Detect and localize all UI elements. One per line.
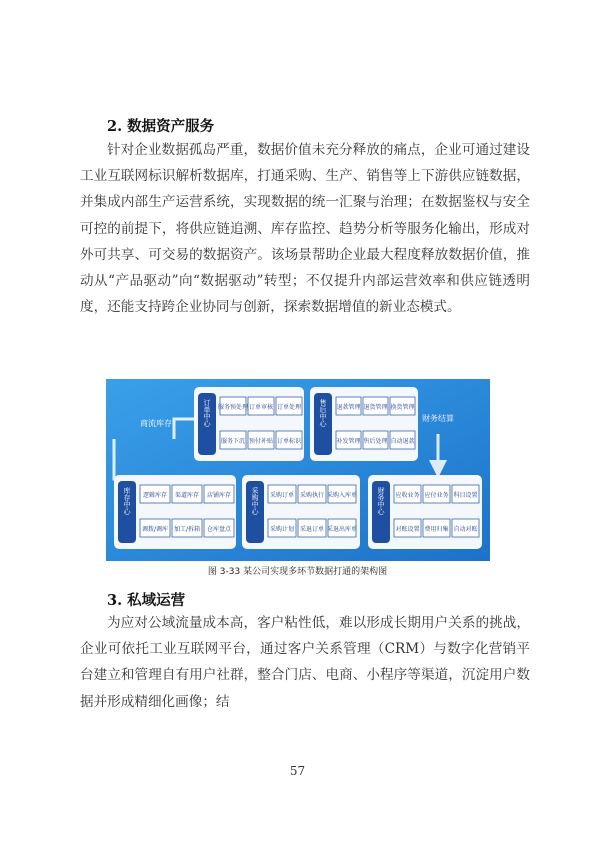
purchase-center-label: 采购中心 — [251, 487, 259, 515]
order-item: 服务下沉 — [220, 438, 246, 445]
architecture-figure — [106, 379, 490, 561]
order-center-label: 订单中心 — [203, 399, 211, 427]
finance-center-label: 财务中心 — [377, 487, 385, 515]
inventory-item: 渠道库存 — [174, 492, 200, 499]
purchase-item: 采购计划 — [269, 526, 295, 533]
finance-item: 应付业务 — [424, 492, 449, 499]
finance-item: 科目设置 — [453, 492, 478, 499]
paragraph-private-domain: 为应对公域流量成本高，客户粘性低，难以形成长期用户关系的挑战，企业可依托工业互联网平台，通过客户关系管理（CRM）与数字化营销平台建立和管理自有用户社群，整合门店、电商、小程序等渠道，沉淀用户数据并形成精细化画像；结 — [80, 615, 530, 710]
paragraph-data-asset: 针对企业数据孤岛严重，数据价值未充分释放的痛点，企业可通过建设工业互联网标识解析数据库，打通采购、生产、销售等上下游供应链数据，并集成内部生产运营系统，实现数据的统一汇聚与治理；在数据鉴权与安全可控的前提下，将供应链追溯、库存监控、趋势分析等服务化输出，形成对外可共享、可交易的数据资产。该场景帮助企业最大程度释放数据价值，推动从“产品驱动”向“数据驱动”转型；不仅提升内部运营效率和供应链透明度，还能支持跨企业协同与创新，探索数据增值的新业态模式。 — [80, 142, 530, 316]
finance-item: 应收业务 — [395, 492, 420, 499]
inventory-item: 逻辑库存 — [142, 492, 168, 499]
inventory-item: 仓库盘点 — [206, 526, 232, 533]
section-heading-private-domain: 3. 私域运营 — [107, 592, 186, 609]
finance-item: 费用归集 — [424, 526, 449, 533]
aftersale-item: 补发管理 — [336, 438, 361, 445]
inventory-item: 调拨/调库 — [141, 526, 169, 533]
purchase-item: 采购订单 — [269, 492, 295, 499]
inventory-item: 店铺库存 — [206, 492, 232, 499]
order-item: 订单审核 — [248, 404, 274, 411]
page-number: 57 — [289, 764, 306, 778]
aftersale-item: 换货管理 — [390, 404, 415, 411]
inventory-center-label: 库存中心 — [123, 487, 131, 515]
aftersale-item: 售后处理 — [363, 438, 388, 445]
finance-item: 对账设置 — [395, 526, 420, 533]
aftersale-item: 退货管理 — [363, 404, 388, 411]
architecture-diagram — [106, 379, 490, 561]
aftersale-item: 退款管理 — [336, 404, 361, 411]
aftersale-center-label: 售后中心 — [319, 399, 327, 427]
finance-item: 自动对账 — [453, 526, 478, 533]
purchase-item: 采退订单 — [299, 526, 325, 533]
inventory-item: 加工/拆箱 — [173, 526, 201, 533]
order-item: 预付补贴 — [248, 438, 274, 445]
order-item: 订单标识 — [276, 438, 302, 445]
purchase-item: 采退出库单 — [326, 526, 358, 533]
order-item: 服务预处理 — [217, 404, 249, 411]
flow-label-right: 财务结算 — [422, 414, 454, 423]
order-item: 订单处理 — [276, 404, 302, 411]
purchase-item: 采购入库单 — [326, 492, 358, 499]
section-heading-data-asset: 2. 数据资产服务 — [107, 118, 215, 135]
purchase-item: 采购执行 — [299, 492, 325, 499]
aftersale-item: 自动退款 — [390, 438, 415, 445]
figure-caption: 图 3-33 某公司实现多环节数据打通的架构图 — [207, 567, 388, 577]
flow-label-left: 商流库存 — [140, 419, 172, 428]
